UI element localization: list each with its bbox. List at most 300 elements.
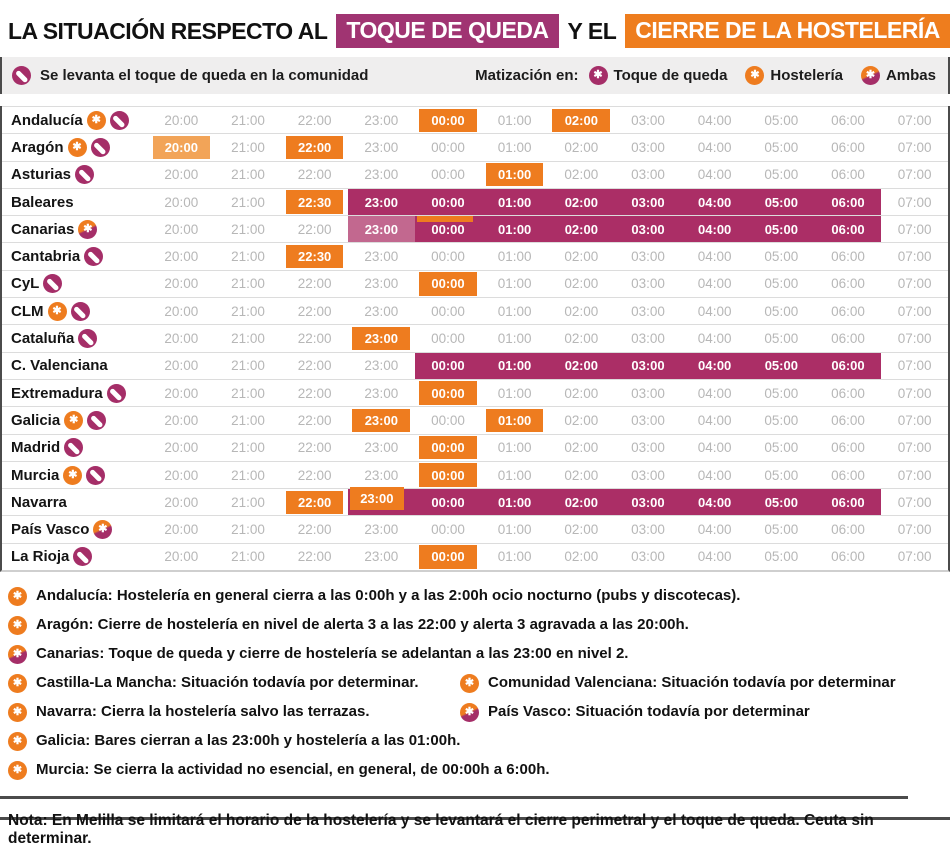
time-cell — [681, 243, 748, 269]
time-value: 22:00 — [297, 440, 332, 456]
time-cell — [348, 489, 415, 515]
time-value: 06:00 — [831, 440, 865, 456]
time-value: 01:00 — [486, 163, 544, 186]
time-cell — [415, 380, 482, 406]
time-cell — [681, 380, 748, 406]
table-row — [2, 434, 948, 461]
star-glyph: ✱ — [750, 69, 760, 81]
time-value: 07:00 — [897, 276, 932, 292]
time-cell — [148, 216, 215, 242]
time-cell — [148, 107, 215, 133]
time-cell — [548, 325, 615, 351]
no-curfew-icon — [64, 438, 83, 457]
time-value: 00:00 — [431, 412, 465, 428]
time-cell — [481, 407, 548, 433]
time-cell — [415, 189, 482, 215]
time-value: 20:00 — [164, 494, 199, 510]
time-value: 05:00 — [764, 467, 799, 483]
time-cell — [548, 435, 615, 461]
time-cell — [281, 462, 348, 488]
time-value: 06:00 — [831, 331, 865, 347]
time-value: 06:00 — [831, 385, 865, 401]
star-toque-icon — [589, 66, 608, 85]
time-cell — [748, 162, 815, 188]
time-cell — [415, 353, 482, 379]
time-cell — [481, 435, 548, 461]
time-value: 03:00 — [631, 167, 665, 183]
region-label — [2, 380, 148, 406]
time-cell — [881, 516, 948, 542]
time-value: 04:00 — [698, 494, 732, 510]
table-row — [2, 270, 948, 297]
time-cell — [748, 107, 815, 133]
time-value: 07:00 — [897, 303, 932, 319]
time-cell — [281, 544, 348, 570]
time-value: 00:00 — [419, 381, 477, 404]
footnote-item — [460, 673, 896, 693]
time-cell — [881, 380, 948, 406]
legend-bar — [0, 57, 950, 94]
time-cell — [215, 243, 282, 269]
time-value: 06:00 — [831, 522, 865, 538]
time-cell — [481, 243, 548, 269]
star-hosteleria-icon — [8, 616, 27, 635]
time-cell — [748, 380, 815, 406]
time-value: 02:00 — [564, 221, 598, 237]
footnote-text: Castilla-La Mancha: Situación todavía por determinar. — [36, 674, 419, 692]
time-value: 07:00 — [897, 221, 932, 237]
region-label — [2, 325, 148, 351]
time-cell — [881, 298, 948, 324]
time-value: 05:00 — [764, 194, 798, 210]
time-cell — [281, 325, 348, 351]
star-glyph: ✱ — [12, 619, 23, 632]
time-value: 01:00 — [497, 331, 532, 347]
region-label — [2, 134, 148, 160]
time-value: 02:00 — [564, 194, 598, 210]
time-cell — [815, 489, 882, 515]
time-value: 22:00 — [286, 136, 344, 159]
time-cell — [415, 243, 482, 269]
time-cell — [748, 489, 815, 515]
time-cell — [548, 489, 615, 515]
no-curfew-icon — [12, 66, 31, 85]
region-name: Cataluña — [11, 330, 75, 348]
time-value: 20:00 — [164, 522, 199, 538]
footnote-text: Comunidad Valenciana: Situación todavía por determinar — [488, 674, 896, 692]
star-glyph: ✱ — [52, 304, 62, 317]
time-cell — [815, 435, 882, 461]
time-cell — [815, 298, 882, 324]
footnote-line — [8, 702, 942, 722]
region-name: La Rioja — [11, 548, 70, 566]
time-value: 22:30 — [286, 190, 344, 213]
time-value: 23:00 — [364, 139, 399, 155]
time-value: 20:00 — [164, 221, 199, 237]
time-value: 03:00 — [631, 194, 665, 210]
star-glyph: ✱ — [12, 648, 23, 661]
time-cell — [681, 516, 748, 542]
time-cell — [415, 435, 482, 461]
time-cell — [281, 189, 348, 215]
time-value: 23:00 — [364, 358, 399, 374]
time-cell — [615, 489, 682, 515]
time-cell — [681, 353, 748, 379]
time-cell — [681, 298, 748, 324]
time-cell — [348, 216, 415, 242]
legend-lift — [12, 66, 368, 85]
time-value: 04:00 — [697, 467, 732, 483]
time-value: 21:00 — [231, 358, 265, 374]
footnote-text: Murcia: Se cierra la actividad no esencial, en general, de 00:00h a 6:00h. — [36, 761, 550, 779]
time-cell — [748, 216, 815, 242]
time-value: 02:00 — [564, 385, 599, 401]
time-value: 03:00 — [631, 467, 665, 483]
time-cell — [681, 407, 748, 433]
time-cell — [815, 544, 882, 570]
time-value: 07:00 — [897, 494, 932, 510]
time-value: 01:00 — [498, 221, 532, 237]
time-cell — [615, 462, 682, 488]
time-cell — [148, 489, 215, 515]
time-cell — [348, 516, 415, 542]
time-value: 03:00 — [631, 494, 665, 510]
time-cell — [481, 134, 548, 160]
region-name: Navarra — [11, 493, 67, 511]
time-value: 05:00 — [764, 522, 799, 538]
time-value: 01:00 — [497, 467, 532, 483]
time-cell — [281, 380, 348, 406]
time-cell — [215, 107, 282, 133]
time-value: 04:00 — [698, 194, 732, 210]
no-curfew-icon — [110, 111, 129, 130]
time-cell — [548, 216, 615, 242]
time-cell — [615, 298, 682, 324]
time-value: 22:30 — [286, 245, 344, 268]
time-cell — [481, 298, 548, 324]
time-value: 01:00 — [498, 494, 532, 510]
time-value: 02:00 — [564, 467, 599, 483]
time-value: 04:00 — [697, 167, 732, 183]
region-name: Madrid — [11, 439, 61, 457]
time-cell — [215, 162, 282, 188]
time-cell — [481, 516, 548, 542]
time-value: 22:00 — [297, 467, 332, 483]
time-value: 05:00 — [764, 249, 799, 265]
time-cell — [615, 271, 682, 297]
time-cell — [748, 407, 815, 433]
time-value: 07:00 — [897, 549, 932, 565]
time-value: 00:00 — [431, 249, 465, 265]
time-value: 23:00 — [364, 440, 399, 456]
time-cell — [748, 271, 815, 297]
legend-item-label: Toque de queda — [613, 67, 728, 84]
time-cell — [148, 544, 215, 570]
time-value: 03:00 — [631, 331, 665, 347]
star-glyph: ✱ — [464, 677, 475, 690]
time-cell — [348, 407, 415, 433]
region-label — [2, 189, 148, 215]
time-cell — [681, 271, 748, 297]
time-value: 21:00 — [231, 276, 265, 292]
time-cell — [548, 380, 615, 406]
time-value: 06:00 — [831, 194, 865, 210]
time-cell — [615, 435, 682, 461]
time-cell — [481, 216, 548, 242]
no-curfew-icon — [78, 329, 97, 348]
time-cell — [281, 435, 348, 461]
time-cell — [415, 462, 482, 488]
time-cell — [748, 544, 815, 570]
time-cell — [215, 134, 282, 160]
time-value: 22:00 — [286, 491, 344, 514]
time-value: 05:00 — [764, 358, 798, 374]
time-value: 05:00 — [764, 303, 799, 319]
time-cell — [148, 407, 215, 433]
time-value: 01:00 — [497, 276, 532, 292]
star-hosteleria-icon — [68, 138, 87, 157]
time-value: 06:00 — [831, 276, 865, 292]
region-name: Extremadura — [11, 384, 103, 402]
time-value: 20:00 — [164, 112, 199, 128]
time-value: 02:00 — [564, 167, 599, 183]
time-cell — [548, 271, 615, 297]
time-value: 04:00 — [697, 522, 732, 538]
time-cell — [748, 353, 815, 379]
footnote-item — [8, 702, 460, 722]
time-value: 02:00 — [564, 303, 599, 319]
time-value: 23:00 — [364, 303, 399, 319]
time-cell — [881, 216, 948, 242]
schedule-table — [0, 106, 950, 572]
time-value: 05:00 — [764, 412, 799, 428]
time-cell — [281, 216, 348, 242]
time-cell — [415, 325, 482, 351]
table-row — [2, 379, 948, 406]
time-cell — [815, 134, 882, 160]
footnote-item — [8, 760, 550, 780]
time-cell — [281, 162, 348, 188]
time-value: 07:00 — [897, 467, 932, 483]
region-label — [2, 162, 148, 188]
star-hosteleria-icon — [63, 466, 82, 485]
time-value: 07:00 — [897, 249, 932, 265]
time-cell — [615, 516, 682, 542]
star-glyph: ✱ — [68, 468, 78, 481]
time-value: 03:00 — [631, 139, 665, 155]
time-value: 02:00 — [564, 440, 599, 456]
time-cell — [548, 134, 615, 160]
time-cell — [881, 489, 948, 515]
region-label — [2, 298, 148, 324]
time-cell — [415, 516, 482, 542]
time-value: 05:00 — [764, 494, 798, 510]
time-value: 07:00 — [897, 358, 932, 374]
legend-item-label: Ambas — [885, 67, 936, 84]
time-value: 00:00 — [419, 545, 477, 568]
time-cell — [615, 134, 682, 160]
star-glyph: ✱ — [12, 764, 23, 777]
time-cell — [348, 353, 415, 379]
time-cell — [281, 243, 348, 269]
time-cell — [348, 435, 415, 461]
time-cell — [681, 544, 748, 570]
time-cell — [481, 107, 548, 133]
time-cell — [348, 298, 415, 324]
time-value: 01:00 — [497, 440, 532, 456]
footnote-line — [8, 731, 942, 751]
time-value: 20:00 — [164, 549, 199, 565]
time-cell — [681, 134, 748, 160]
time-value: 00:00 — [431, 194, 465, 210]
time-cell — [281, 271, 348, 297]
time-cell — [615, 407, 682, 433]
time-cell — [815, 107, 882, 133]
time-cell — [415, 271, 482, 297]
time-cell — [215, 216, 282, 242]
bottom-note: Nota: En Melilla se limitará el horario de la hostelería y se levantará el cierre perimetral y el toque de queda. Ceuta sin determinar. — [8, 812, 874, 848]
legend-lift-label: Se levanta el toque de queda en la comunidad — [40, 67, 369, 84]
time-cell — [148, 162, 215, 188]
time-cell — [748, 134, 815, 160]
time-value: 02:00 — [552, 109, 610, 132]
time-cell — [748, 516, 815, 542]
time-value: 05:00 — [764, 139, 799, 155]
time-value: 01:00 — [497, 112, 532, 128]
time-cell — [881, 462, 948, 488]
time-cell — [348, 134, 415, 160]
time-value: 22:00 — [297, 167, 332, 183]
time-cell — [615, 380, 682, 406]
time-value: 04:00 — [697, 385, 732, 401]
time-cell — [748, 189, 815, 215]
time-cell — [481, 462, 548, 488]
time-value: 00:00 — [419, 272, 477, 295]
time-value: 06:00 — [831, 549, 865, 565]
table-row — [2, 461, 948, 488]
time-cell — [681, 162, 748, 188]
time-cell — [481, 380, 548, 406]
time-cell — [415, 162, 482, 188]
table-row — [2, 215, 948, 242]
time-cell — [881, 162, 948, 188]
time-value: 20:00 — [153, 136, 211, 159]
time-cell — [748, 462, 815, 488]
time-value: 23:00 — [364, 249, 399, 265]
time-value: 06:00 — [831, 167, 865, 183]
time-value: 23:00 — [352, 327, 410, 350]
time-value: 21:00 — [231, 249, 265, 265]
time-value: 02:00 — [564, 139, 599, 155]
time-value: 02:00 — [564, 522, 599, 538]
time-value: 21:00 — [231, 112, 265, 128]
time-value: 00:00 — [431, 331, 465, 347]
time-cell — [148, 353, 215, 379]
star-ambas-icon — [8, 645, 27, 664]
time-cell — [481, 271, 548, 297]
time-cell — [615, 243, 682, 269]
title-middle: Y EL — [567, 17, 617, 44]
star-glyph: ✱ — [83, 222, 93, 235]
time-value: 22:00 — [297, 385, 332, 401]
region-name: CyL — [11, 275, 40, 293]
time-cell — [348, 380, 415, 406]
time-cell — [148, 189, 215, 215]
legend-item-label: Hostelería — [770, 67, 843, 84]
time-value: 05:00 — [764, 385, 799, 401]
time-value: 23:00 — [364, 194, 398, 210]
star-glyph: ✱ — [91, 113, 101, 126]
time-cell — [281, 489, 348, 515]
footnote-text: Andalucía: Hostelería en general cierra a las 0:00h y a las 2:00h ocio nocturno (pubs y discotecas). — [36, 587, 741, 605]
time-cell — [348, 544, 415, 570]
star-ambas-icon — [460, 703, 479, 722]
time-value: 23:00 — [364, 467, 399, 483]
time-value: 05:00 — [764, 440, 799, 456]
time-cell — [815, 462, 882, 488]
table-row — [2, 297, 948, 324]
time-value: 23:00 — [350, 487, 404, 510]
time-value: 03:00 — [631, 522, 665, 538]
time-value: 03:00 — [631, 303, 665, 319]
time-value: 04:00 — [697, 331, 732, 347]
time-cell — [148, 462, 215, 488]
time-value: 01:00 — [497, 303, 532, 319]
time-cell — [815, 353, 882, 379]
time-value: 02:00 — [564, 331, 599, 347]
time-value: 23:00 — [352, 409, 410, 432]
time-value: 03:00 — [631, 385, 665, 401]
star-glyph: ✱ — [12, 590, 23, 603]
time-value: 22:00 — [297, 221, 332, 237]
time-value: 06:00 — [831, 221, 865, 237]
time-cell — [615, 189, 682, 215]
time-value: 07:00 — [897, 331, 932, 347]
time-value: 20:00 — [164, 358, 199, 374]
time-cell — [881, 189, 948, 215]
region-label — [2, 516, 148, 542]
region-label — [2, 407, 148, 433]
time-value: 21:00 — [231, 412, 265, 428]
time-cell — [215, 298, 282, 324]
table-row — [2, 543, 948, 570]
time-value: 20:00 — [164, 385, 199, 401]
time-cell — [748, 435, 815, 461]
time-value: 07:00 — [897, 522, 932, 538]
time-cell — [348, 107, 415, 133]
time-value: 21:00 — [231, 139, 265, 155]
time-value: 23:00 — [364, 276, 399, 292]
time-value: 00:00 — [431, 494, 465, 510]
time-cell — [881, 271, 948, 297]
footnote-item — [8, 615, 689, 635]
time-value: 00:00 — [431, 221, 465, 237]
legend-item — [745, 66, 843, 85]
time-value: 22:00 — [297, 412, 332, 428]
time-value: 04:00 — [698, 221, 732, 237]
time-value: 06:00 — [831, 139, 865, 155]
time-value: 06:00 — [831, 249, 865, 265]
time-cell — [281, 353, 348, 379]
no-curfew-icon — [87, 411, 106, 430]
time-value: 07:00 — [897, 412, 932, 428]
time-value: 03:00 — [631, 221, 665, 237]
time-cell — [681, 189, 748, 215]
time-value: 06:00 — [831, 412, 865, 428]
time-value: 03:00 — [631, 249, 665, 265]
star-hosteleria-icon — [8, 761, 27, 780]
time-cell — [148, 298, 215, 324]
